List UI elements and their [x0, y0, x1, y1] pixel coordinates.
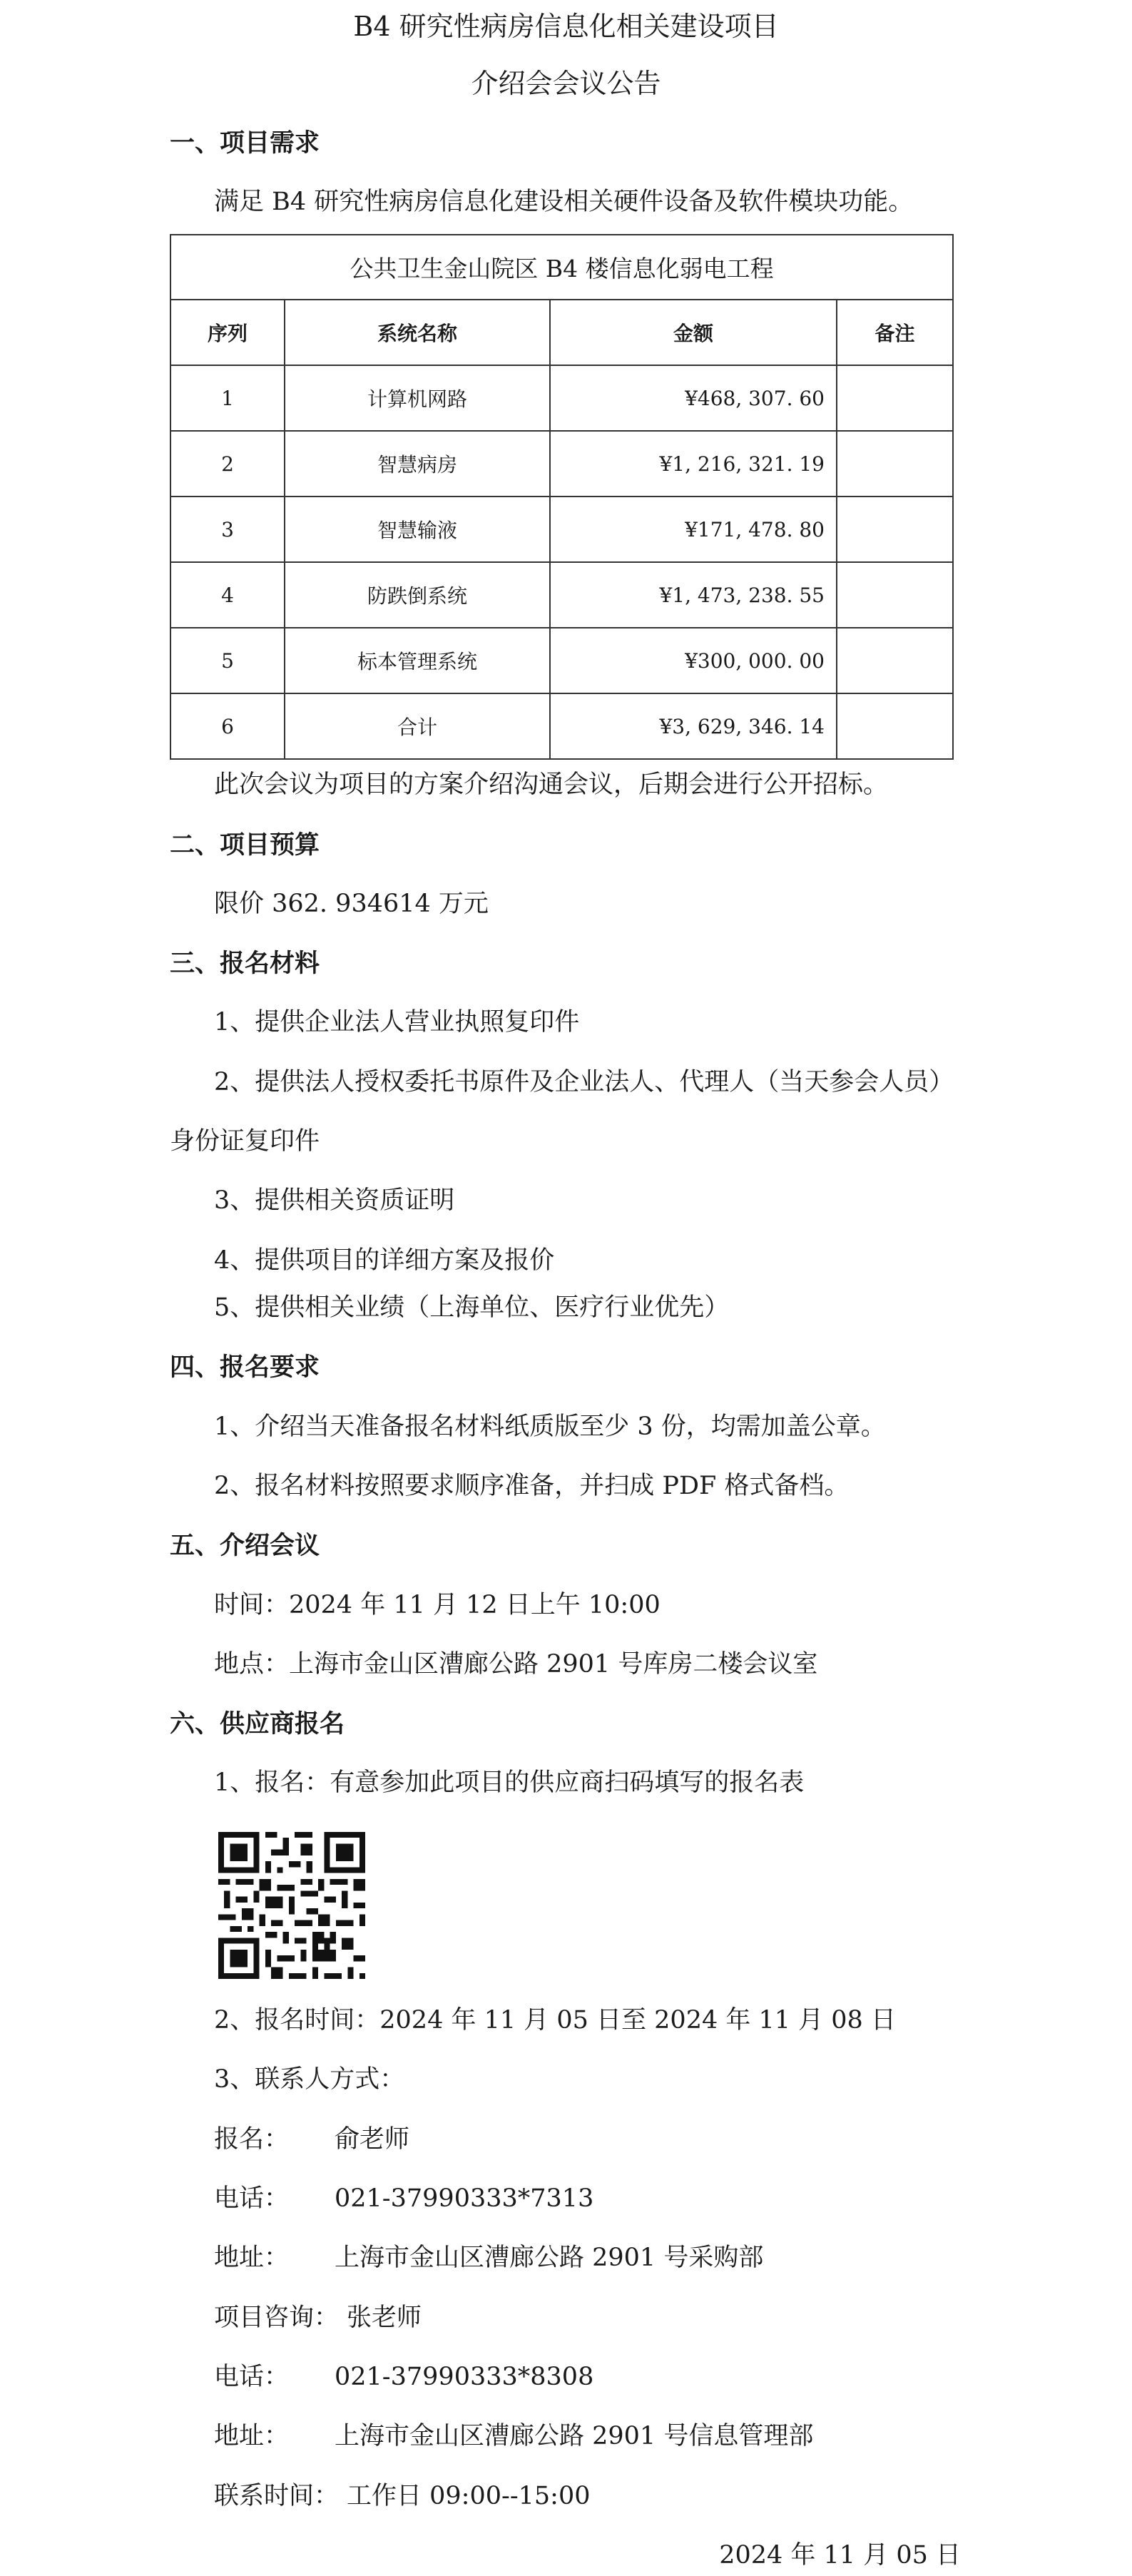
- signup-period: 2、报名时间：2024 年 11 月 05 日至 2024 年 11 月 08 日: [214, 2006, 896, 2035]
- row-no: 6: [170, 693, 285, 759]
- contact-phone: 021-37990333*7313: [335, 2184, 594, 2213]
- table-row: [170, 497, 953, 562]
- row-name: 合计: [285, 693, 550, 759]
- row-name: 智慧病房: [285, 431, 550, 497]
- row-no: 4: [170, 562, 285, 628]
- materials-item: 4、提供项目的详细方案及报价: [214, 1246, 555, 1275]
- materials-item: 3、提供相关资质证明: [214, 1186, 455, 1215]
- contact-label: 电话：: [214, 2363, 290, 2391]
- contact-phone: 021-37990333*8308: [335, 2363, 594, 2391]
- page-title: B4 研究性病房信息化相关建设项目: [353, 11, 779, 42]
- row-name: 计算机网路: [285, 365, 550, 431]
- table-caption: 公共卫生金山院区 B4 楼信息化弱电工程: [170, 235, 953, 300]
- materials-item: 1、提供企业法人营业执照复印件: [214, 1008, 580, 1037]
- contact-value: 俞老师: [335, 2125, 410, 2154]
- budget-table: [170, 234, 954, 760]
- section-heading-budget: 二、项目预算: [170, 830, 320, 860]
- row-note: [837, 365, 953, 431]
- meeting-note: 此次会议为项目的方案介绍沟通会议，后期会进行公开招标。: [214, 770, 889, 799]
- row-no: 1: [170, 365, 285, 431]
- row-no: 2: [170, 431, 285, 497]
- section-heading-meeting: 五、介绍会议: [170, 1531, 320, 1560]
- materials-item: 2、提供法人授权委托书原件及企业法人、代理人（当天参会人员）: [214, 1068, 954, 1096]
- row-amount: ¥3, 629, 346. 14: [550, 693, 837, 759]
- page-subtitle: 介绍会会议公告: [471, 68, 661, 99]
- row-amount: ¥1, 473, 238. 55: [550, 562, 837, 628]
- table-row: [170, 431, 953, 497]
- contact-label: 项目咨询：: [214, 2303, 340, 2332]
- contact-value: 张老师: [347, 2303, 422, 2332]
- contact-label: 地址：: [214, 2422, 290, 2450]
- signup-req-item: 1、介绍当天准备报名材料纸质版至少 3 份，均需加盖公章。: [214, 1412, 886, 1441]
- contact-address: 上海市金山区漕廊公路 2901 号采购部: [335, 2244, 764, 2272]
- table-header-amount: 金额: [550, 300, 837, 365]
- row-amount: ¥171, 478. 80: [550, 497, 837, 562]
- table-row: [170, 365, 953, 431]
- contact-address: 上海市金山区漕廊公路 2901 号信息管理部: [335, 2422, 814, 2450]
- row-no: 5: [170, 628, 285, 693]
- table-header-name: 系统名称: [285, 300, 550, 365]
- row-amount: ¥1, 216, 321. 19: [550, 431, 837, 497]
- contact-label: 电话：: [214, 2184, 290, 2213]
- contact-label: 联系时间：: [214, 2482, 340, 2510]
- contact-hours: 工作日 09:00--15:00: [347, 2482, 591, 2510]
- requirements-text: 满足 B4 研究性病房信息化建设相关硬件设备及软件模块功能。: [214, 188, 914, 216]
- qr-code-icon[interactable]: [218, 1832, 365, 1979]
- contact-label: 地址：: [214, 2244, 290, 2272]
- row-note: [837, 693, 953, 759]
- budget-limit: 限价 362. 934614 万元: [214, 890, 489, 918]
- row-note: [837, 497, 953, 562]
- table-row: [170, 628, 953, 693]
- contact-label: 报名：: [214, 2125, 290, 2154]
- section-heading-supplier-signup: 六、供应商报名: [170, 1709, 345, 1738]
- row-amount: ¥468, 307. 60: [550, 365, 837, 431]
- row-amount: ¥300, 000. 00: [550, 628, 837, 693]
- meeting-time: 时间：2024 年 11 月 12 日上午 10:00: [214, 1591, 661, 1619]
- row-note: [837, 431, 953, 497]
- section-heading-requirements: 一、项目需求: [170, 128, 320, 158]
- signup-req-item: 2、报名材料按照要求顺序准备，并扫成 PDF 格式备档。: [214, 1472, 850, 1500]
- row-name: 防跌倒系统: [285, 562, 550, 628]
- table-header-no: 序列: [170, 300, 285, 365]
- section-heading-requirements-signup: 四、报名要求: [170, 1353, 320, 1382]
- row-name: 智慧输液: [285, 497, 550, 562]
- table-row: [170, 562, 953, 628]
- row-name: 标本管理系统: [285, 628, 550, 693]
- materials-item: 5、提供相关业绩（上海单位、医疗行业优先）: [214, 1293, 730, 1322]
- row-note: [837, 562, 953, 628]
- contact-heading: 3、联系人方式：: [214, 2065, 405, 2094]
- announcement-date: 2024 年 11 月 05 日: [719, 2541, 961, 2570]
- row-note: [837, 628, 953, 693]
- signup-item: 1、报名：有意参加此项目的供应商扫码填写的报名表: [214, 1768, 805, 1797]
- table-row-total: [170, 693, 953, 759]
- row-no: 3: [170, 497, 285, 562]
- meeting-place: 地点：上海市金山区漕廊公路 2901 号库房二楼会议室: [214, 1650, 818, 1679]
- materials-item-continued: 身份证复印件: [170, 1127, 320, 1156]
- section-heading-materials: 三、报名材料: [170, 949, 320, 978]
- table-header-note: 备注: [837, 300, 953, 365]
